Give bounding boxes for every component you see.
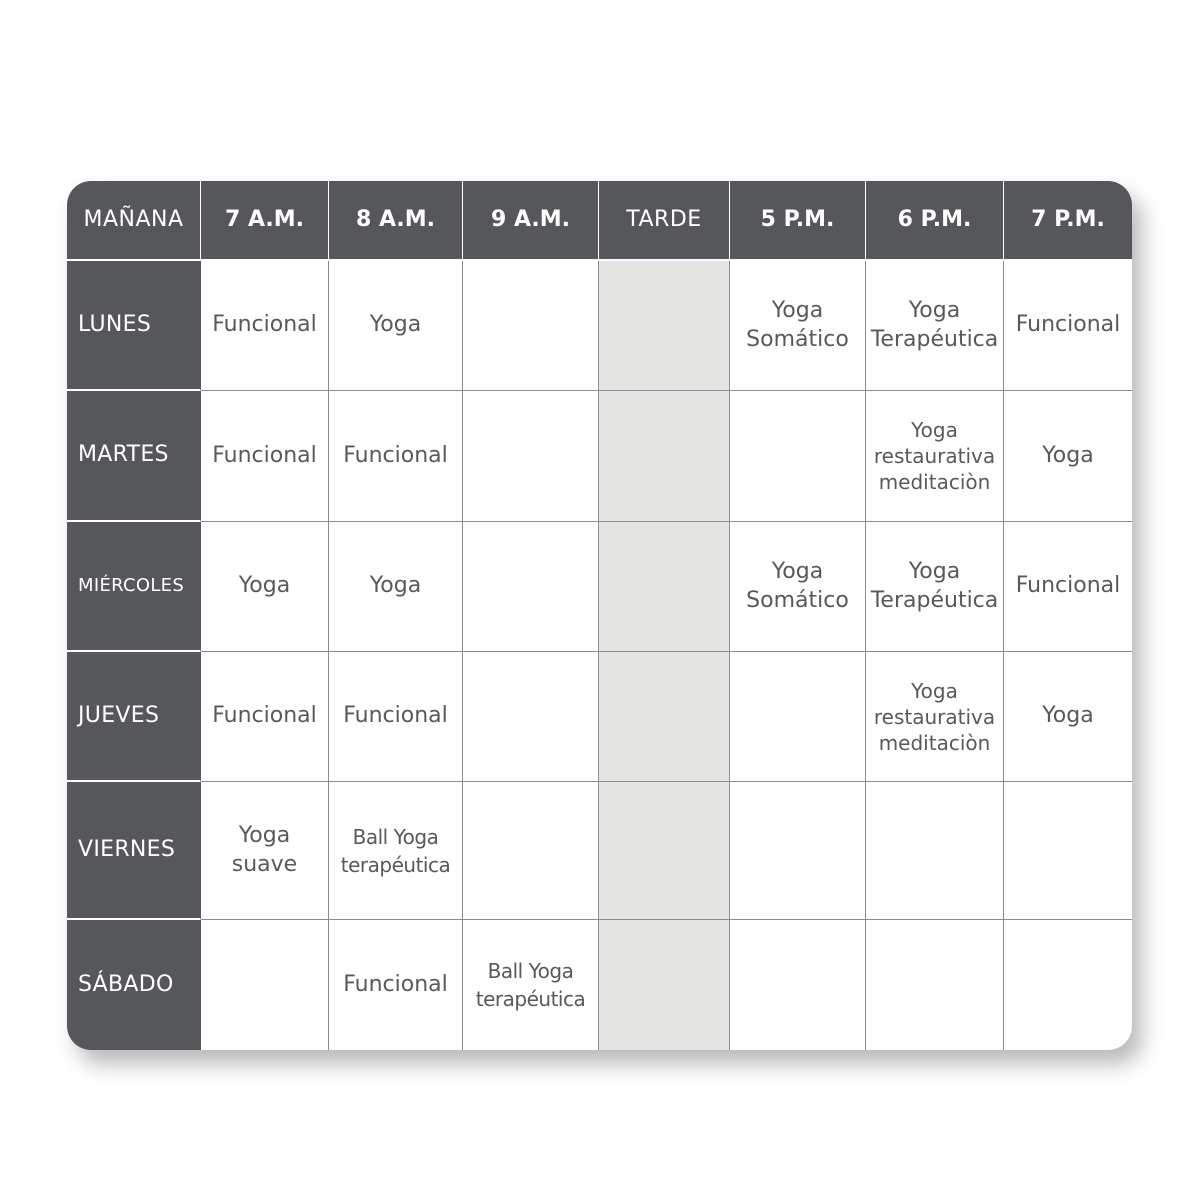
cell-miercoles-7am: Yoga [201,522,329,652]
cell-viernes-8am: Ball Yoga terapéutica [329,782,463,920]
header-7am: 7 A.M. [201,181,329,261]
cell-jueves-6pm: Yoga restaurativa meditaciòn [866,652,1004,782]
tarde-spacer [599,522,730,652]
tarde-spacer [599,782,730,920]
cell-martes-7pm: Yoga [1004,391,1132,522]
cell-miercoles-9am [463,522,599,652]
cell-martes-6pm: Yoga restaurativa meditaciòn [866,391,1004,522]
cell-sabado-6pm [866,920,1004,1050]
cell-miercoles-7pm: Funcional [1004,522,1132,652]
cell-lunes-5pm: Yoga Somático [730,261,866,391]
cell-martes-7am: Funcional [201,391,329,522]
cell-viernes-9am [463,782,599,920]
cell-jueves-8am: Funcional [329,652,463,782]
cell-lunes-8am: Yoga [329,261,463,391]
tarde-spacer [599,920,730,1050]
header-tarde: TARDE [599,181,730,261]
cell-jueves-7am: Funcional [201,652,329,782]
cell-viernes-6pm [866,782,1004,920]
cell-sabado-7am [201,920,329,1050]
cell-viernes-7pm [1004,782,1132,920]
day-lunes: LUNES [67,261,201,391]
header-manana: MAÑANA [67,181,201,261]
cell-jueves-9am [463,652,599,782]
day-martes: MARTES [67,391,201,522]
header-7pm: 7 P.M. [1004,181,1132,261]
day-miercoles: MIÉRCOLES [67,522,201,652]
tarde-spacer [599,652,730,782]
cell-lunes-9am [463,261,599,391]
cell-martes-5pm [730,391,866,522]
day-jueves: JUEVES [67,652,201,782]
cell-miercoles-5pm: Yoga Somático [730,522,866,652]
header-9am: 9 A.M. [463,181,599,261]
cell-lunes-7am: Funcional [201,261,329,391]
header-8am: 8 A.M. [329,181,463,261]
day-viernes: VIERNES [67,782,201,920]
cell-miercoles-6pm: Yoga Terapéutica [866,522,1004,652]
cell-lunes-6pm: Yoga Terapéutica [866,261,1004,391]
cell-sabado-8am: Funcional [329,920,463,1050]
tarde-spacer [599,391,730,522]
cell-martes-9am [463,391,599,522]
cell-viernes-7am: Yoga suave [201,782,329,920]
cell-sabado-9am: Ball Yoga terapéutica [463,920,599,1050]
cell-jueves-5pm [730,652,866,782]
cell-martes-8am: Funcional [329,391,463,522]
cell-sabado-5pm [730,920,866,1050]
header-6pm: 6 P.M. [866,181,1004,261]
tarde-spacer [599,261,730,391]
cell-miercoles-8am: Yoga [329,522,463,652]
cell-jueves-7pm: Yoga [1004,652,1132,782]
cell-viernes-5pm [730,782,866,920]
cell-sabado-7pm [1004,920,1132,1050]
cell-lunes-7pm: Funcional [1004,261,1132,391]
class-schedule-table [67,181,1132,1050]
header-5pm: 5 P.M. [730,181,866,261]
day-sabado: SÁBADO [67,920,201,1050]
